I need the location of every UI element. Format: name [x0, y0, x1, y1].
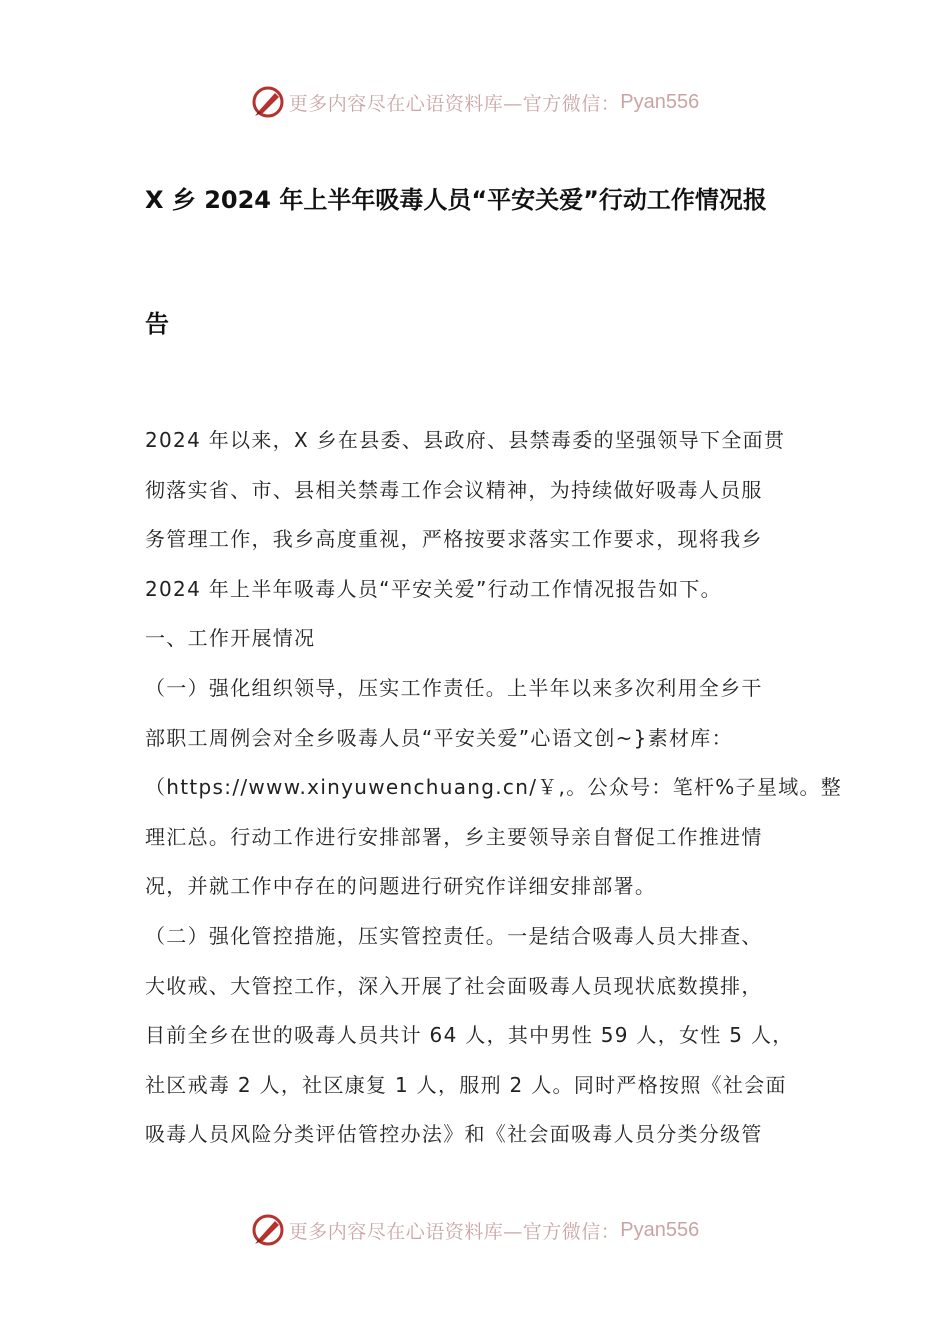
body-line: 彻落实省、市、县相关禁毒工作会议精神，为持续做好吸毒人员服	[145, 477, 763, 502]
body-line: 大收戒、大管控工作，深入开展了社会面吸毒人员现状底数摸排，	[145, 973, 763, 998]
body-line: （二）强化管控措施，压实管控责任。一是结合吸毒人员大排查、	[145, 923, 763, 948]
body-line: 况，并就工作中存在的问题进行研究作详细安排部署。	[145, 874, 657, 899]
body-line: 理汇总。行动工作进行安排部署，乡主要领导亲自督促工作推进情	[145, 824, 763, 849]
body-line: （一）强化组织领导，压实工作责任。上半年以来多次利用全乡干	[145, 675, 763, 700]
footer-banner	[0, 1210, 950, 1250]
document-title-line-1: X 乡 2024 年上半年吸毒人员“平安关爱”行动工作情况报	[145, 186, 767, 214]
body-line: 务管理工作，我乡高度重视，严格按要求落实工作要求，现将我乡	[145, 527, 763, 552]
pen-logo-icon	[251, 1213, 285, 1247]
header-banner	[0, 82, 950, 122]
body-line: （https://www.xinyuwenchuang.cn/￥,。公众号：笔杆%子星域。整	[145, 775, 843, 800]
banner-wechat-id: Pyan556	[620, 90, 700, 113]
body-line: 吸毒人员风险分类评估管控办法》和《社会面吸毒人员分类分级管	[145, 1122, 763, 1147]
section-heading: 一、工作开展情况	[145, 626, 316, 651]
banner-text: 更多内容尽在心语资料库—官方微信：	[288, 92, 621, 115]
body-line: 部职工周例会对全乡吸毒人员“平安关爱”心语文创~}素材库：	[145, 725, 733, 750]
body-line: 社区戒毒 2 人，社区康复 1 人，服刑 2 人。同时严格按照《社会面	[145, 1072, 787, 1097]
banner-text: 更多内容尽在心语资料库—官方微信：	[288, 1220, 621, 1243]
body-line: 2024 年上半年吸毒人员“平安关爱”行动工作情况报告如下。	[145, 576, 722, 601]
body-line: 2024 年以来，X 乡在县委、县政府、县禁毒委的坚强领导下全面贯	[145, 428, 786, 452]
banner-wechat-id: Pyan556	[620, 1218, 700, 1241]
document-title-line-2: 告	[145, 310, 169, 338]
document-body	[145, 416, 843, 1160]
body-line: 目前全乡在世的吸毒人员共计 64 人，其中男性 59 人，女性 5 人，	[145, 1023, 794, 1048]
pen-logo-icon	[251, 85, 285, 119]
